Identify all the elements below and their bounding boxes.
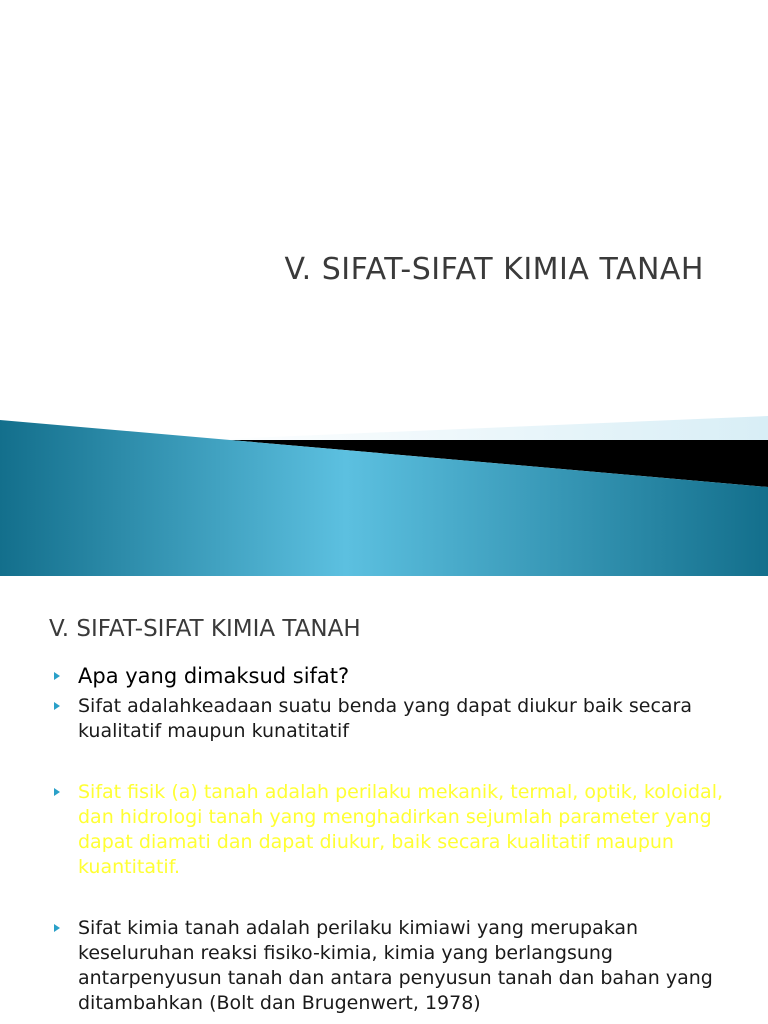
bullet-item xyxy=(54,780,754,880)
bullet-arrow-icon xyxy=(54,672,60,680)
slide-title: V. SIFAT-SIFAT KIMIA TANAH xyxy=(284,252,704,287)
bullet-arrow-icon xyxy=(54,702,60,710)
bullet-arrow-icon xyxy=(54,924,60,932)
bullet-text: Sifat kimia tanah adalah perilaku kimiawi yang merupakan keseluruhan reaksi fisiko-kimia, kimia yang berlangsung antarpenyusun tanah dan antara penyusun tanah dan bahan yang ditambahkan (Bolt dan Brugenwert, 1978) xyxy=(78,917,713,1014)
bullet-text: Apa yang dimaksud sifat? xyxy=(78,664,350,688)
bullet-list xyxy=(54,662,754,1016)
bullet-item xyxy=(54,694,754,744)
bullet-arrow-icon xyxy=(54,788,60,796)
banner-pale-stripe xyxy=(200,416,768,440)
content-slide xyxy=(0,576,768,1024)
bullet-item xyxy=(54,916,754,1016)
content-slide-title: V. SIFAT-SIFAT KIMIA TANAH xyxy=(49,616,361,642)
bullet-item xyxy=(54,662,754,690)
bullet-text: Sifat fisik (a) tanah adalah perilaku mekanik, termal, optik, koloidal, dan hidrologi tanah yang menghadirkan sejumlah parameter yang dapat diamati dan dapat diukur, baik secara kualitatif maupun kuantitatif. xyxy=(78,781,724,878)
bullet-text: Sifat adalahkeadaan suatu benda yang dapat diukur baik secara kualitatif maupun kunatitatif xyxy=(78,695,692,742)
